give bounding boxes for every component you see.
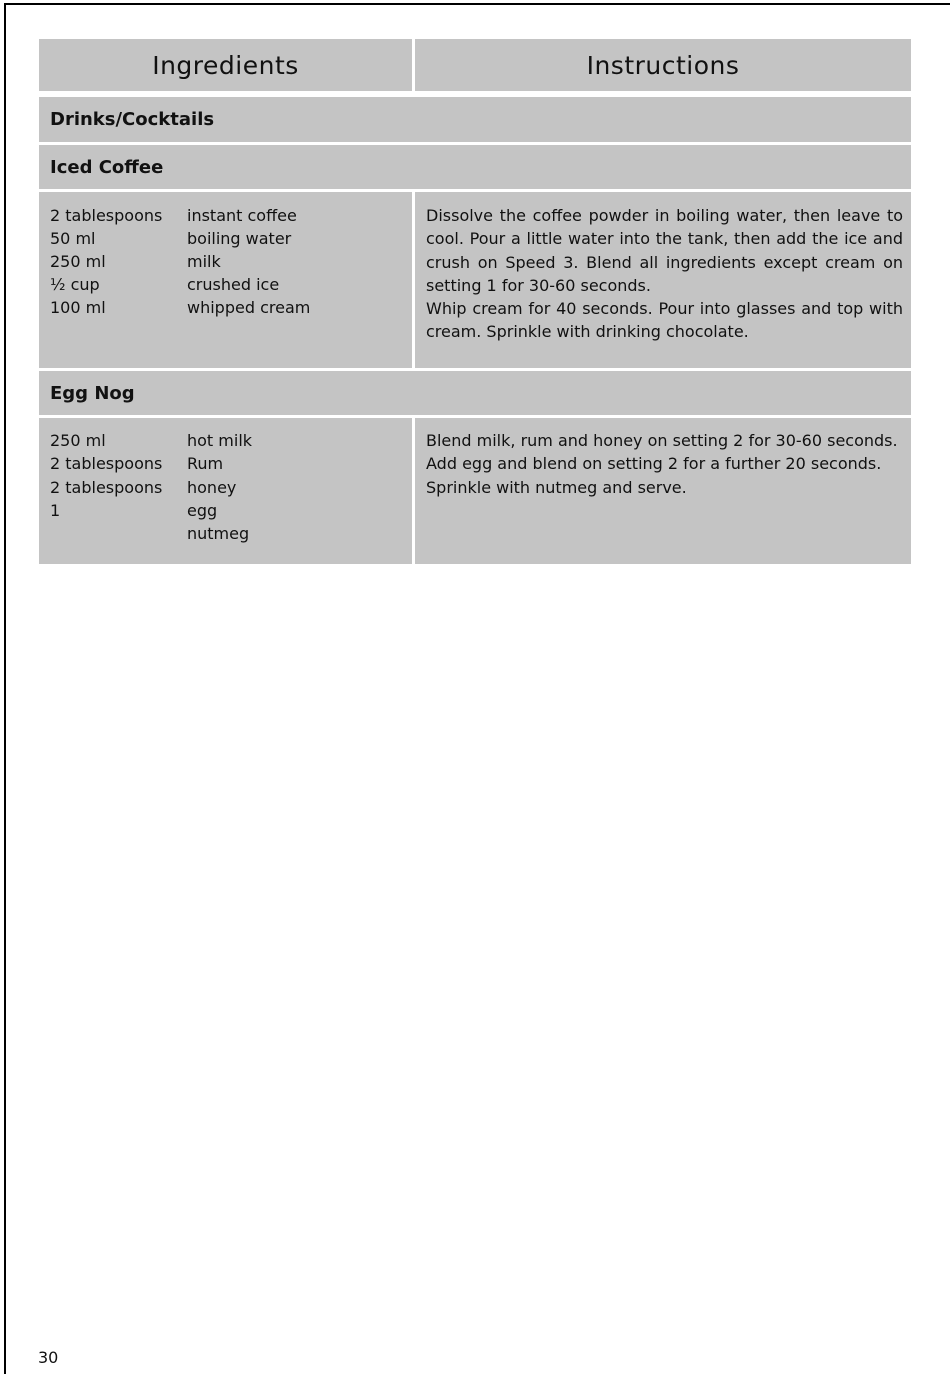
ingredient-qty: 100 ml xyxy=(50,298,106,317)
ingredient-qty: 250 ml xyxy=(50,431,106,450)
ingredient-name: hot milk xyxy=(187,431,253,450)
instruction-line: setting 1 for 30-60 seconds. xyxy=(426,275,651,295)
ingredient-qty: 250 ml xyxy=(50,252,106,271)
recipe-instructions-cell xyxy=(415,192,911,368)
ingredient-name: whipped cream xyxy=(187,298,311,317)
category-row xyxy=(39,97,911,142)
instruction-line: cream. Sprinkle with drinking chocolate. xyxy=(426,322,749,342)
ingredient-qty: 2 tablespoons xyxy=(50,206,163,225)
page-number: 30 xyxy=(38,1348,59,1367)
instruction-line: Whip cream for 40 seconds. Pour into glasses and top with xyxy=(426,299,903,319)
recipe-instructions-cell xyxy=(415,418,911,564)
recipe-ingredients-cell xyxy=(39,192,412,368)
ingredient-qty: 2 tablespoons xyxy=(50,454,163,473)
ingredient-name: nutmeg xyxy=(187,524,250,543)
instructions-header xyxy=(415,39,911,91)
instruction-line: Blend milk, rum and honey on setting 2 for 30-60 seconds. xyxy=(426,431,898,450)
recipe-title: Egg Nog xyxy=(50,382,135,404)
page-frame-left xyxy=(4,3,6,1374)
ingredient-qty: 1 xyxy=(50,501,61,520)
ingredient-name: instant coffee xyxy=(187,206,297,225)
ingredient-qty: 50 ml xyxy=(50,229,96,248)
instructions-text xyxy=(426,429,903,499)
ingredient-name: crushed ice xyxy=(187,275,280,294)
recipe-title-row xyxy=(39,145,911,189)
ingredient-name: egg xyxy=(187,501,218,520)
ingredient-name: Rum xyxy=(187,454,224,473)
page-frame-top xyxy=(4,3,950,5)
ingredient-name: milk xyxy=(187,252,221,271)
recipe-title-row xyxy=(39,371,911,415)
ingredient-qty: 2 tablespoons xyxy=(50,478,163,497)
ingredients-header xyxy=(39,39,412,91)
instruction-line: Dissolve the coffee powder in boiling water, then leave to xyxy=(426,206,903,225)
recipe-title: Iced Coffee xyxy=(50,156,164,178)
instructions-header-label: Instructions xyxy=(586,50,740,80)
ingredient-name: boiling water xyxy=(187,229,292,248)
ingredient-qty: ½ cup xyxy=(50,275,100,294)
recipe-ingredients-cell xyxy=(39,418,412,564)
instruction-line: Sprinkle with nutmeg and serve. xyxy=(426,477,687,497)
instructions-text xyxy=(426,204,903,344)
ingredient-name: honey xyxy=(187,478,237,497)
category-title: Drinks/Cocktails xyxy=(50,109,215,130)
instruction-line: Add egg and blend on setting 2 for a further 20 seconds. xyxy=(426,454,882,474)
instruction-line: crush on Speed 3. Blend all ingredients except cream on xyxy=(426,252,903,272)
instruction-line: cool. Pour a little water into the tank, then add the ice and xyxy=(426,229,903,249)
ingredients-header-label: Ingredients xyxy=(152,50,299,80)
